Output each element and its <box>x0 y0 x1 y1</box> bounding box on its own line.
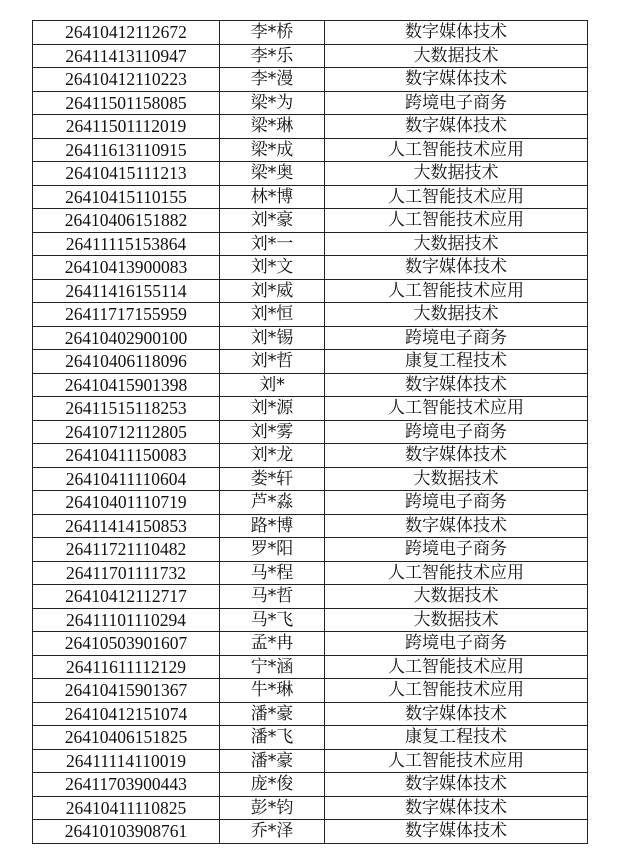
major-cell: 大数据技术 <box>325 608 588 632</box>
student-id-cell: 26410406151825 <box>33 726 220 750</box>
table-row <box>33 232 588 256</box>
major-cell: 数字媒体技术 <box>325 796 588 820</box>
table-row <box>33 162 588 186</box>
student-id-cell: 26410411150083 <box>33 444 220 468</box>
table-row <box>33 749 588 773</box>
student-name-cell: 彭*钧 <box>220 796 325 820</box>
major-cell: 大数据技术 <box>325 303 588 327</box>
student-id-cell: 26410411110825 <box>33 796 220 820</box>
major-cell: 人工智能技术应用 <box>325 279 588 303</box>
student-name-cell: 宁*涵 <box>220 655 325 679</box>
table-row <box>33 350 588 374</box>
student-name-cell: 马*哲 <box>220 585 325 609</box>
student-name-cell: 刘*龙 <box>220 444 325 468</box>
student-name-cell: 刘*源 <box>220 397 325 421</box>
major-cell: 人工智能技术应用 <box>325 561 588 585</box>
major-cell: 数字媒体技术 <box>325 820 588 844</box>
major-cell: 跨境电子商务 <box>325 538 588 562</box>
student-id-cell: 26410406151882 <box>33 209 220 233</box>
major-cell: 跨境电子商务 <box>325 491 588 515</box>
student-name-cell: 刘*恒 <box>220 303 325 327</box>
major-cell: 康复工程技术 <box>325 726 588 750</box>
table-row <box>33 585 588 609</box>
major-cell: 人工智能技术应用 <box>325 185 588 209</box>
student-name-cell: 马*飞 <box>220 608 325 632</box>
student-id-cell: 26410402900100 <box>33 326 220 350</box>
table-row <box>33 632 588 656</box>
table-row <box>33 373 588 397</box>
student-id-cell: 26410415110155 <box>33 185 220 209</box>
major-cell: 跨境电子商务 <box>325 326 588 350</box>
student-name-cell: 刘*一 <box>220 232 325 256</box>
student-name-cell: 娄*轩 <box>220 467 325 491</box>
student-id-cell: 26411414150853 <box>33 514 220 538</box>
major-cell: 人工智能技术应用 <box>325 655 588 679</box>
table-row <box>33 726 588 750</box>
student-id-cell: 26411717155959 <box>33 303 220 327</box>
major-cell: 大数据技术 <box>325 467 588 491</box>
major-cell: 大数据技术 <box>325 44 588 68</box>
table-row <box>33 256 588 280</box>
student-name-cell: 李*乐 <box>220 44 325 68</box>
student-name-cell: 潘*豪 <box>220 702 325 726</box>
table-row <box>33 397 588 421</box>
table-row <box>33 679 588 703</box>
table-row <box>33 561 588 585</box>
student-id-cell: 26411115153864 <box>33 232 220 256</box>
table-row <box>33 138 588 162</box>
table-row <box>33 491 588 515</box>
major-cell: 跨境电子商务 <box>325 420 588 444</box>
student-id-cell: 26411114110019 <box>33 749 220 773</box>
major-cell: 大数据技术 <box>325 585 588 609</box>
table-row <box>33 21 588 45</box>
student-id-cell: 26410412151074 <box>33 702 220 726</box>
student-id-cell: 26411416155114 <box>33 279 220 303</box>
student-id-cell: 26411613110915 <box>33 138 220 162</box>
table-row <box>33 773 588 797</box>
student-id-cell: 26411611112129 <box>33 655 220 679</box>
student-name-cell: 梁*成 <box>220 138 325 162</box>
major-cell: 数字媒体技术 <box>325 444 588 468</box>
student-id-cell: 26410415901398 <box>33 373 220 397</box>
student-name-cell: 李*桥 <box>220 21 325 45</box>
table-row <box>33 91 588 115</box>
student-name-cell: 刘*哲 <box>220 350 325 374</box>
major-cell: 康复工程技术 <box>325 350 588 374</box>
major-cell: 数字媒体技术 <box>325 256 588 280</box>
student-id-cell: 26410415901367 <box>33 679 220 703</box>
major-cell: 数字媒体技术 <box>325 373 588 397</box>
major-cell: 数字媒体技术 <box>325 115 588 139</box>
student-id-cell: 26410103908761 <box>33 820 220 844</box>
student-id-cell: 26410712112805 <box>33 420 220 444</box>
table-row <box>33 44 588 68</box>
student-id-cell: 26411501158085 <box>33 91 220 115</box>
major-cell: 人工智能技术应用 <box>325 209 588 233</box>
student-name-cell: 李*漫 <box>220 68 325 92</box>
student-name-cell: 刘*雾 <box>220 420 325 444</box>
student-id-cell: 26410401110719 <box>33 491 220 515</box>
major-cell: 数字媒体技术 <box>325 514 588 538</box>
table-row <box>33 820 588 844</box>
student-name-cell: 孟*冉 <box>220 632 325 656</box>
student-name-cell: 林*博 <box>220 185 325 209</box>
major-cell: 大数据技术 <box>325 232 588 256</box>
student-id-cell: 26410412110223 <box>33 68 220 92</box>
student-id-cell: 26410413900083 <box>33 256 220 280</box>
student-id-cell: 26410411110604 <box>33 467 220 491</box>
major-cell: 数字媒体技术 <box>325 68 588 92</box>
table-row <box>33 279 588 303</box>
student-name-cell: 路*博 <box>220 514 325 538</box>
student-name-cell: 牛*琳 <box>220 679 325 703</box>
student-name-cell: 梁*奥 <box>220 162 325 186</box>
table-row <box>33 538 588 562</box>
major-cell: 人工智能技术应用 <box>325 679 588 703</box>
table-row <box>33 608 588 632</box>
major-cell: 大数据技术 <box>325 162 588 186</box>
major-cell: 人工智能技术应用 <box>325 749 588 773</box>
major-cell: 数字媒体技术 <box>325 773 588 797</box>
table-row <box>33 702 588 726</box>
major-cell: 跨境电子商务 <box>325 91 588 115</box>
table-row <box>33 185 588 209</box>
student-id-cell: 26411515118253 <box>33 397 220 421</box>
table-body <box>33 21 588 844</box>
student-name-cell: 梁*琳 <box>220 115 325 139</box>
student-name-cell: 梁*为 <box>220 91 325 115</box>
table-row <box>33 420 588 444</box>
student-id-cell: 26410415111213 <box>33 162 220 186</box>
table-row <box>33 209 588 233</box>
table-row <box>33 68 588 92</box>
student-name-cell: 刘*文 <box>220 256 325 280</box>
major-cell: 人工智能技术应用 <box>325 138 588 162</box>
student-name-cell: 刘* <box>220 373 325 397</box>
table-row <box>33 467 588 491</box>
student-name-cell: 刘*豪 <box>220 209 325 233</box>
student-name-cell: 刘*威 <box>220 279 325 303</box>
table-row <box>33 444 588 468</box>
student-id-cell: 26410503901607 <box>33 632 220 656</box>
student-name-cell: 马*程 <box>220 561 325 585</box>
major-cell: 数字媒体技术 <box>325 702 588 726</box>
student-name-cell: 刘*锡 <box>220 326 325 350</box>
student-id-cell: 26411501112019 <box>33 115 220 139</box>
table-row <box>33 115 588 139</box>
student-name-cell: 庞*俊 <box>220 773 325 797</box>
student-id-cell: 26410412112672 <box>33 21 220 45</box>
table-row <box>33 326 588 350</box>
student-name-cell: 潘*飞 <box>220 726 325 750</box>
table-row <box>33 796 588 820</box>
major-cell: 跨境电子商务 <box>325 632 588 656</box>
student-id-cell: 26411413110947 <box>33 44 220 68</box>
student-name-cell: 乔*泽 <box>220 820 325 844</box>
student-name-cell: 罗*阳 <box>220 538 325 562</box>
student-name-cell: 芦*淼 <box>220 491 325 515</box>
student-table <box>32 20 588 844</box>
student-name-cell: 潘*豪 <box>220 749 325 773</box>
student-id-cell: 26411703900443 <box>33 773 220 797</box>
student-id-cell: 26410412112717 <box>33 585 220 609</box>
student-id-cell: 26411701111732 <box>33 561 220 585</box>
student-id-cell: 26411721110482 <box>33 538 220 562</box>
table-row <box>33 514 588 538</box>
major-cell: 人工智能技术应用 <box>325 397 588 421</box>
student-id-cell: 26411101110294 <box>33 608 220 632</box>
major-cell: 数字媒体技术 <box>325 21 588 45</box>
student-id-cell: 26410406118096 <box>33 350 220 374</box>
table-row <box>33 655 588 679</box>
table-row <box>33 303 588 327</box>
